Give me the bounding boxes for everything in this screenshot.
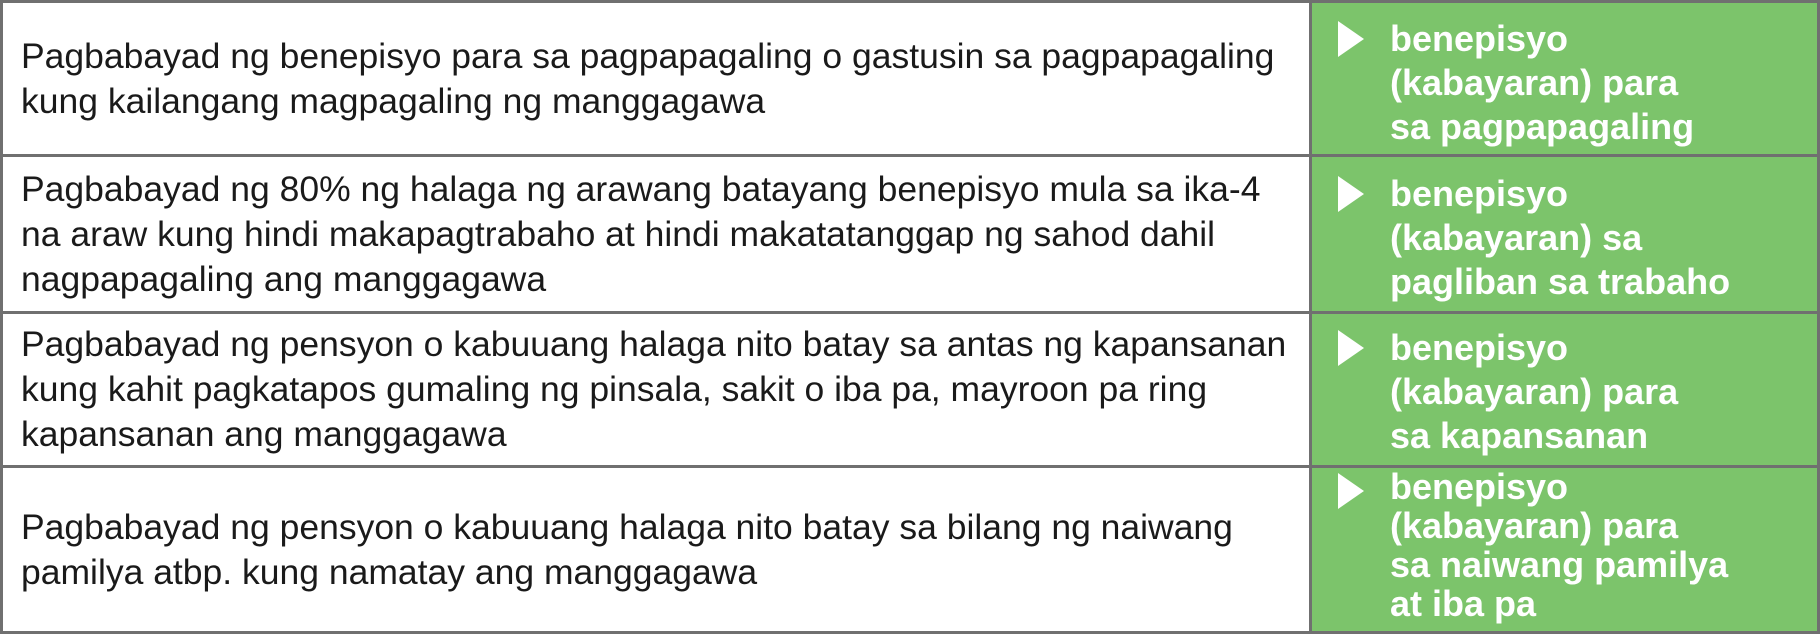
- benefit-cell-absence: [1312, 157, 1817, 314]
- description-text: Pagbabayad ng pensyon o kabuuang halaga nito batay sa bilang ng naiwang pamilya atbp. kung namatay ang manggagawa: [21, 506, 1233, 592]
- row-description-disability: [3, 314, 1312, 468]
- row-description-medical: [3, 3, 1312, 157]
- description-text: Pagbabayad ng 80% ng halaga ng arawang batayang benepisyo mula sa ika-4 na araw kung hindi makapagtrabaho at hindi makatatanggap ng sahod dahil nagpapagaling ang manggagawa: [21, 168, 1261, 299]
- benefit-cell-medical: [1312, 3, 1817, 157]
- benefit-label: benepisyo (kabayaran) para sa naiwang pamilya at iba pa: [1390, 468, 1729, 624]
- benefit-label: benepisyo (kabayaran) para sa kapansanan: [1390, 327, 1679, 456]
- play-arrow-icon: [1338, 176, 1364, 212]
- play-arrow-icon: [1338, 330, 1364, 366]
- play-arrow-icon: [1338, 473, 1364, 509]
- description-text: Pagbabayad ng pensyon o kabuuang halaga nito batay sa antas ng kapansanan kung kahit pagkatapos gumaling ng pinsala, sakit o iba pa, mayroon pa ring kapansanan ang manggagawa: [21, 324, 1287, 454]
- description-text: Pagbabayad ng benepisyo para sa pagpapagaling o gastusin sa pagpapagaling kung kailangang magpagaling ng manggagawa: [21, 35, 1275, 121]
- row-description-survivor: [3, 468, 1312, 631]
- play-arrow-icon: [1338, 21, 1364, 57]
- benefit-label: benepisyo (kabayaran) sa pagliban sa trabaho: [1390, 173, 1731, 302]
- benefit-cell-disability: [1312, 314, 1817, 468]
- row-description-absence: [3, 157, 1312, 314]
- benefit-cell-survivor: [1312, 468, 1817, 631]
- benefit-label: benepisyo (kabayaran) para sa pagpapagaling: [1390, 18, 1695, 147]
